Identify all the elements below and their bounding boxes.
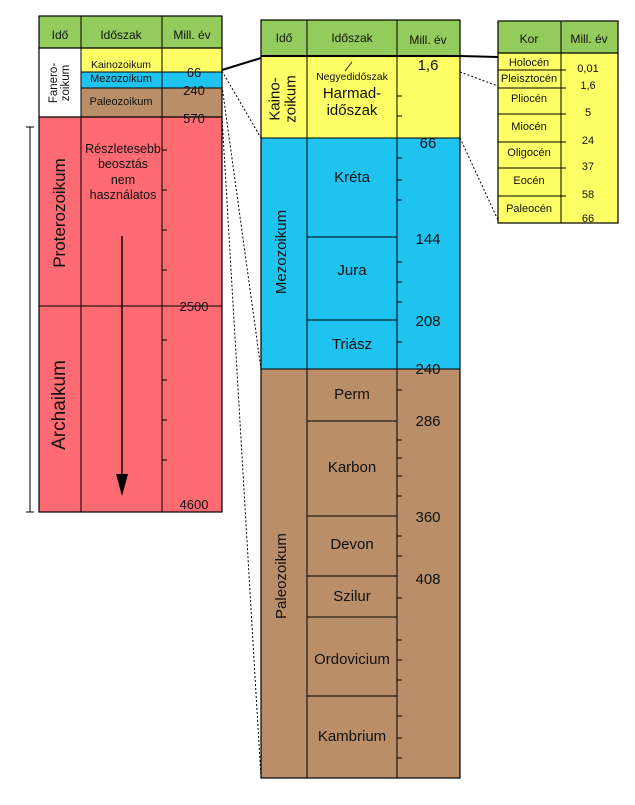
connector-mid-66-to-right — [460, 138, 498, 220]
left-header-mill: Mill. év — [173, 28, 211, 42]
connector-mid-1-6-to-right — [460, 72, 498, 86]
left-era-mezozoikum: Mezozoikum — [90, 73, 152, 85]
mid-age-360: 360 — [415, 509, 441, 526]
mid-age-1-6: 1,6 — [417, 57, 439, 74]
left-eon-archaikum: Archaikum — [49, 360, 71, 450]
left-age-240: 240 — [183, 83, 205, 98]
mid-period-ordovicium: Ordovicium — [314, 651, 390, 668]
right-epoch-oligocen: Oligocén — [507, 147, 551, 159]
right-epoch-miocen: Miocén — [511, 121, 547, 133]
right-epoch-pliocen: Pliocén — [510, 93, 548, 105]
mid-period-kambrium: Kambrium — [317, 728, 387, 745]
mid-period-negyedidoszak: Negyedidőszak — [316, 71, 388, 83]
mid-age-240: 240 — [415, 361, 441, 378]
connector-left-570-to-mid — [222, 117, 261, 778]
mid-era-mezozoikum: Mezozoikum — [273, 209, 291, 295]
left-era-kainozoikum: Kainozoikum — [90, 59, 152, 71]
mid-age-208: 208 — [415, 313, 441, 330]
right-header-mill: Mill. év — [570, 32, 608, 46]
left-age-570: 570 — [183, 111, 205, 126]
mid-period-jura: Jura — [337, 262, 367, 279]
left-header-ido: Idő — [51, 28, 69, 42]
right-age-37: 37 — [581, 161, 595, 173]
right-epoch-holocen: Holocén — [508, 57, 550, 69]
connector-left-66-to-mid — [222, 71, 261, 138]
mid-age-408: 408 — [415, 571, 441, 588]
right-age-24: 24 — [581, 135, 595, 147]
left-note: Részletesebb beosztás nem használatos — [85, 142, 161, 202]
mid-header-idoszak: Időszak — [331, 31, 373, 45]
right-age-5: 5 — [584, 107, 592, 119]
mid-header-ido: Idő — [275, 31, 293, 45]
mid-period-karbon: Karbon — [327, 459, 377, 476]
mid-period-szilur: Szilur — [333, 588, 371, 605]
mid-age-286: 286 — [415, 413, 441, 430]
right-age-66: 66 — [581, 213, 595, 225]
mid-age-144: 144 — [415, 231, 441, 248]
mid-period-triasz: Triász — [331, 336, 373, 353]
mid-period-harmadidoszak: Harmad- időszak — [322, 85, 382, 120]
connector-top-left-mid — [222, 58, 261, 70]
mid-period-kreta: Kréta — [334, 169, 370, 186]
right-age-0-01: 0,01 — [577, 63, 599, 75]
left-eon-fanerozoikum: Fanero- zoikum — [47, 62, 72, 104]
connector-left-240-to-mid — [222, 86, 261, 369]
left-age-66: 66 — [186, 65, 202, 80]
right-age-1-6: 1,6 — [580, 80, 596, 92]
mid-period-devon: Devon — [330, 536, 374, 553]
mid-age-66: 66 — [419, 135, 437, 152]
right-epoch-eocen: Eocén — [513, 175, 545, 187]
right-epoch-paleocen: Paleocén — [506, 203, 552, 215]
left-header-idoszak: Időszak — [100, 28, 142, 42]
right-header-kor: Kor — [519, 32, 539, 46]
right-epoch-pleisztocen: Pleisztocén — [500, 73, 558, 85]
left-age-4600: 4600 — [179, 497, 209, 512]
mid-header-mill: Mill. év — [409, 33, 447, 47]
right-age-58: 58 — [581, 189, 595, 201]
mid-period-perm: Perm — [334, 386, 370, 403]
mid-era-kainozoikum: Kaino- zoikum — [266, 75, 299, 123]
mid-era-paleozoikum: Paleozoikum — [273, 533, 291, 619]
connector-top-mid-right — [460, 56, 498, 57]
left-eon-proterozoikum: Proterozoikum — [50, 158, 70, 268]
left-era-paleozoikum: Paleozoikum — [89, 96, 153, 108]
left-age-2500: 2500 — [179, 299, 209, 314]
